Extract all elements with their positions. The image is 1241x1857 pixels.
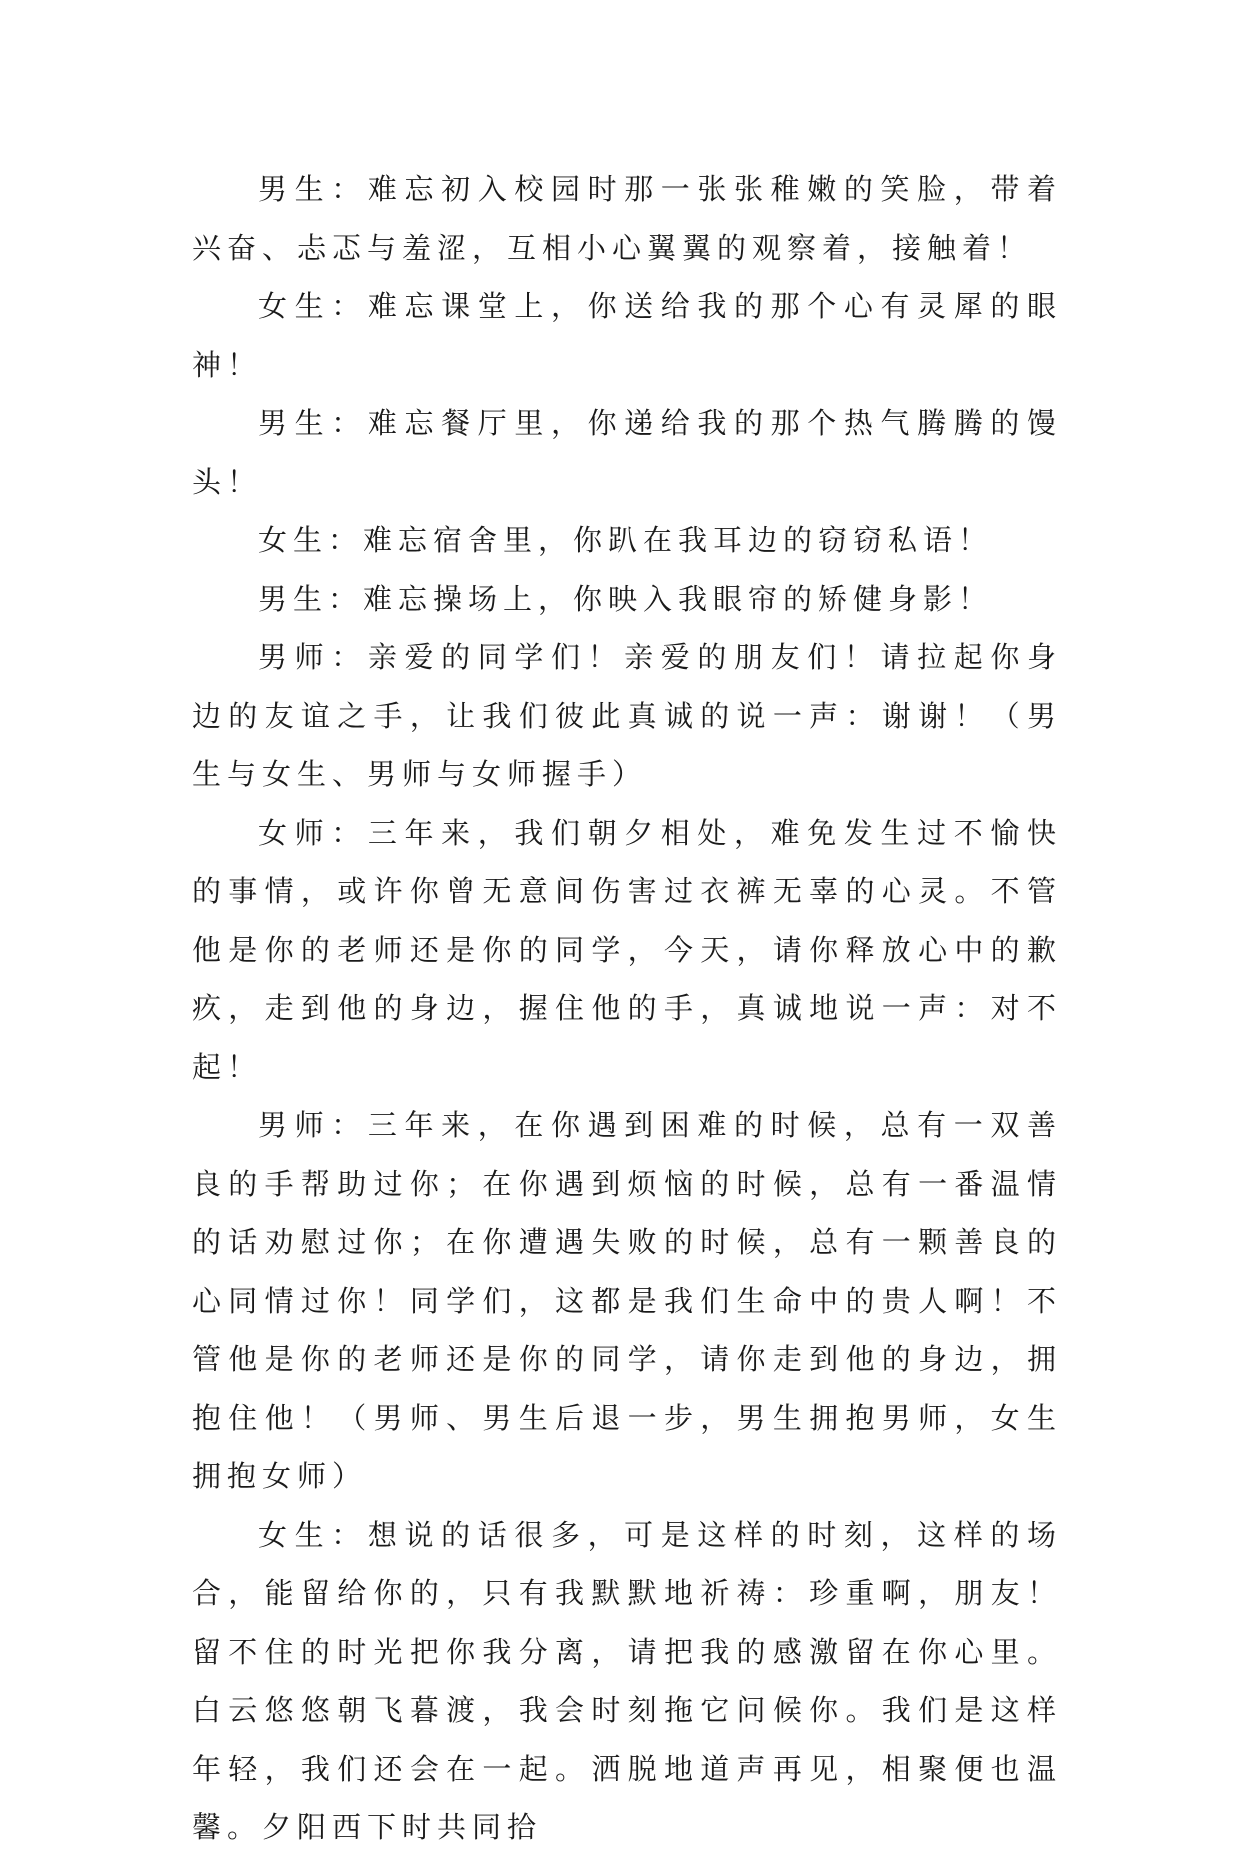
dialogue-paragraph-5: 男生：难忘操场上，你映入我眼帘的矫健身影！	[258, 581, 994, 616]
dialogue-paragraph-9: 女生：想说的话很多，可是这样的时刻，这样的场合，能留给你的，只有我默默地祈祷：珍重啊，朋友！留不住的时光把你我分离，请把我的感激留在你心里。白云悠悠朝飞暮渡，我会时刻拖它问候你。我们是这样年轻，我们还会在一起。洒脱地道声再见，相聚便也温馨。夕阳西下时共同拾	[192, 1517, 1062, 1844]
document-page	[192, 160, 1062, 1857]
dialogue-paragraph-7: 女师：三年来，我们朝夕相处，难免发生过不愉快的事情，或许你曾无意间伤害过衣裤无辜的心灵。不管他是你的老师还是你的同学，今天，请你释放心中的歉疚，走到他的身边，握住他的手，真诚地说一声：对不起！	[192, 815, 1062, 1084]
dialogue-paragraph-3: 男生：难忘餐厅里，你递给我的那个热气腾腾的馒头！	[192, 406, 1062, 499]
dialogue-paragraph-2: 女生：难忘课堂上，你送给我的那个心有灵犀的眼神！	[192, 289, 1062, 382]
dialogue-paragraph-6: 男师：亲爱的同学们！亲爱的朋友们！请拉起你身边的友谊之手，让我们彼此真诚的说一声：谢谢！（男生与女生、男师与女师握手）	[192, 640, 1062, 791]
dialogue-paragraph-1: 男生：难忘初入校园时那一张张稚嫩的笑脸，带着兴奋、忐忑与羞涩，互相小心翼翼的观察着，接触着！	[192, 172, 1062, 265]
dialogue-paragraph-4: 女生：难忘宿舍里，你趴在我耳边的窃窃私语！	[258, 523, 994, 557]
dialogue-paragraph-8: 男师：三年来，在你遇到困难的时候，总有一双善良的手帮助过你；在你遇到烦恼的时候，总有一番温情的话劝慰过你；在你遭遇失败的时候，总有一颗善良的心同情过你！同学们，这都是我们生命中的贵人啊！不管他是你的老师还是你的同学，请你走到他的身边，拥抱住他！（男师、男生后退一步，男生拥抱男师，女生拥抱女师）	[192, 1108, 1062, 1493]
